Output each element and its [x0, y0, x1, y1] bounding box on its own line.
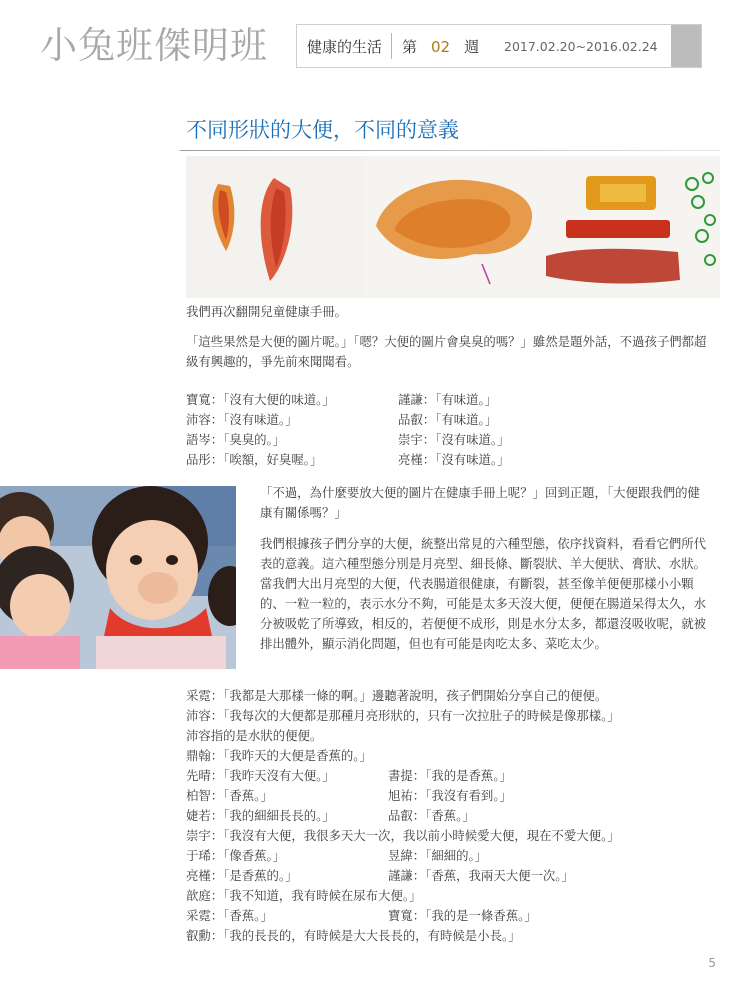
dialog-line: 婕若：「我的細細長長的。」: [186, 808, 335, 823]
dialog-line: 品彤：「唉額，好臭喔。」: [186, 452, 323, 467]
dialog-line: 先晴：「我昨天沒有大便。」: [186, 768, 335, 783]
dialog-line: 采霓：「香蕉。」: [186, 908, 273, 923]
header-tab-block: [671, 25, 701, 67]
title-underline: [180, 150, 720, 151]
dialog-line: 謹謙：「有味道。」: [398, 392, 498, 407]
dialog-line: 于琋：「像香蕉。」: [186, 848, 286, 863]
dialog-line: 寶寬：「我的是一條香蕉。」: [388, 908, 537, 923]
dialog-line: 謹謙：「香蕉，我兩天大便一次。」: [388, 868, 574, 883]
topic-label: 健康的生活: [307, 37, 383, 56]
crayon-drawing-1: [186, 156, 364, 298]
dialog-line: 書提：「我的是香蕉。」: [388, 768, 512, 783]
intro-text: 我們再次翻開兒童健康手冊。: [186, 304, 348, 319]
dialog-line: 沛容：「沒有味道。」: [186, 412, 298, 427]
dialog-line: 品叡：「有味道。」: [398, 412, 498, 427]
dialog-line: 崇宇：「沒有味道。」: [398, 432, 510, 447]
dialog-line: 沛容指的是水狀的便便。: [186, 728, 323, 743]
crayon-drawing-2: [364, 156, 542, 298]
dialog-line: 柏智：「香蕉。」: [186, 788, 273, 803]
dialog-line: 昱緯：「細細的。」: [388, 848, 488, 863]
dialog-line: 亮槿：「沒有味道。」: [398, 452, 510, 467]
page-number: 5: [708, 956, 716, 970]
week-suffix: 週: [464, 37, 480, 56]
dialog-line: 叡勳：「我的長長的，有時候是大大長長的，有時候是小長。」: [186, 928, 521, 943]
header-info-box: [296, 24, 702, 68]
dialog-line: 寶寬：「沒有大便的味道。」: [186, 392, 335, 407]
week-prefix: 第: [402, 37, 418, 56]
dialog-line: 采霓：「我都是大那樣一條的啊。」邊聽著說明，孩子們開始分享自己的便便。: [186, 688, 608, 703]
dialog-line: 歆庭：「我不知道，我有時候在尿布大便。」: [186, 888, 422, 903]
dialog-line: 亮槿：「是香蕉的。」: [186, 868, 298, 883]
dialog-line: 崇宇：「我沒有大便，我很多天大一次，我以前小時候愛大便，現在不愛大便。」: [186, 828, 620, 843]
article-title: 不同形狀的大便，不同的意義: [186, 118, 459, 142]
dialog-line: 語岑：「臭臭的。」: [186, 432, 286, 447]
class-name: 小兔班傑明班: [40, 24, 268, 67]
dialog-line: 鼎翰：「我昨天的大便是香蕉的。」: [186, 748, 372, 763]
date-range: 2017.02.20~2016.02.24: [504, 38, 658, 54]
dialog-line: 品叡：「香蕉。」: [388, 808, 475, 823]
paragraph-2: 「不過，為什麼要放大便的圖片在健康手冊上呢？」回到正題，「大便跟我們的健康有關係嗎？」: [260, 485, 700, 520]
paragraph-1: 「這些果然是大便的圖片呢。」「嗯？大便的圖片會臭臭的嗎？」雖然是題外話，不過孩子們都超級有興趣的，爭先前來聞聞看。: [186, 334, 707, 369]
dialog-line: 沛容：「我每次的大便都是那種月亮形狀的，只有一次拉肚子的時候是像那樣。」: [186, 708, 620, 723]
child-holding-nose-photo: [0, 486, 236, 669]
week-number: 02: [431, 37, 451, 56]
crayon-drawing-3: [542, 156, 720, 298]
dialog-line: 旭祐：「我沒有看到。」: [388, 788, 512, 803]
week-label: [392, 36, 498, 57]
paragraph-3: 我們根據孩子們分享的大便，統整出常見的六種型態，依序找資料，看看它們所代表的意義。這六種型態分別是月亮型、細長條、斷裂狀、羊大便狀、膏狀、水狀。當我們大出月亮型的大便，代表腸道很健康，有斷裂，甚至像羊便便那樣小小顆的、一粒一粒的，表示水分不夠，可能是太多天沒大便，便便在腸道呆得太久，水分被吸乾了所導致，相反的，若便便不成形，則是水分太多，都還沒吸收呢，就被排出體外，顯示消化問題，但也有可能是肉吃太多、菜吃太少。: [260, 536, 707, 651]
